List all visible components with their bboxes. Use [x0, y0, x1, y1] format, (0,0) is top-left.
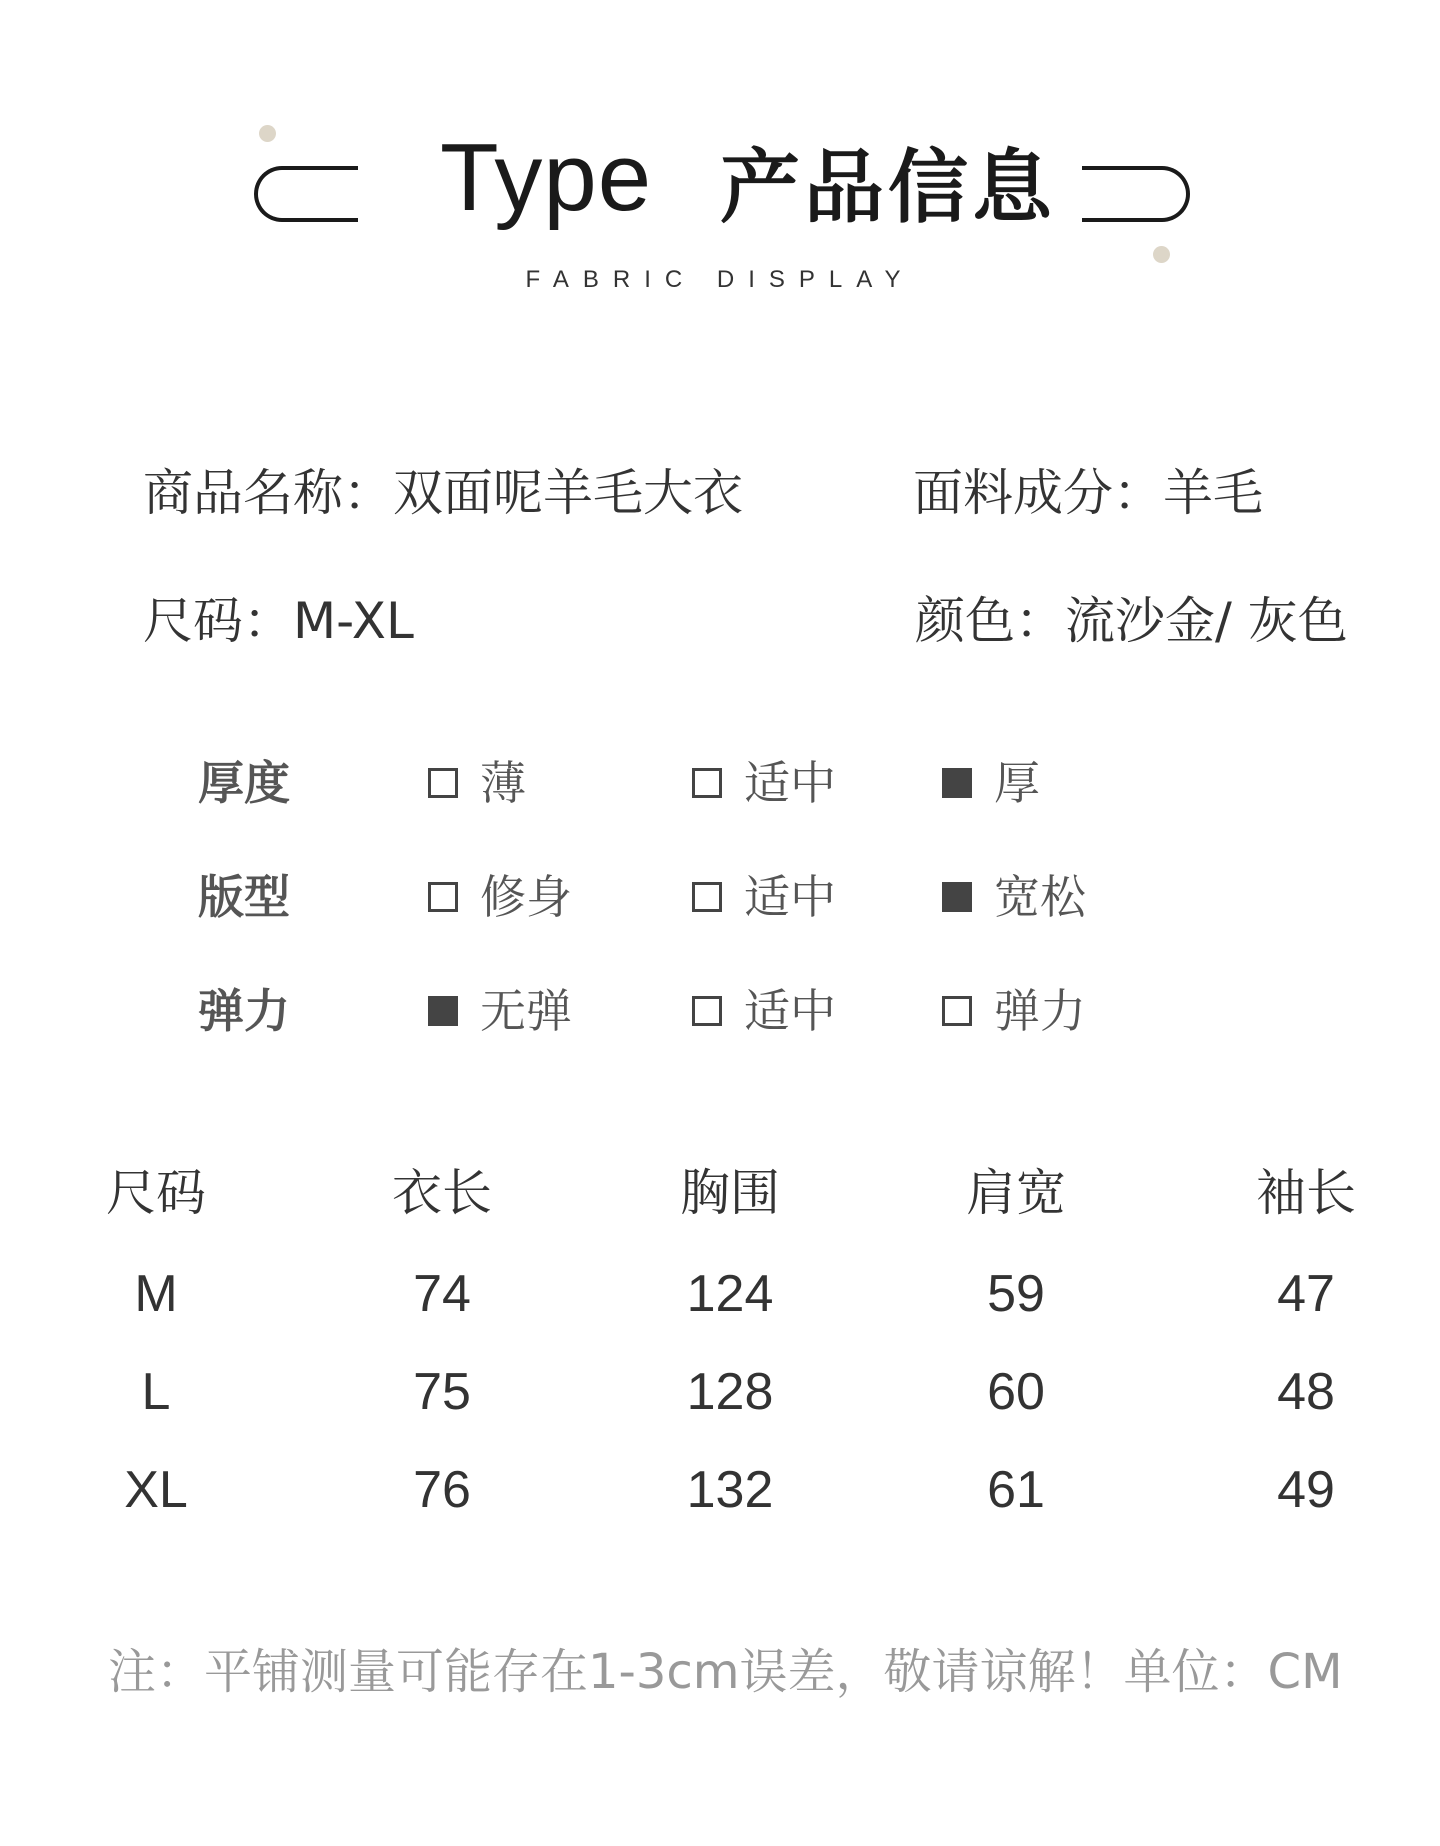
option-label: 适中	[744, 756, 836, 810]
option-label: 薄	[480, 756, 526, 810]
checkbox-checked-icon	[942, 768, 972, 798]
table-cell: XL	[124, 1461, 188, 1519]
option-label: 宽松	[994, 870, 1086, 924]
option-no-stretch	[428, 984, 572, 1038]
option-label: 适中	[744, 984, 836, 1038]
table-cell: 75	[413, 1363, 471, 1421]
option-label: 无弹	[480, 984, 572, 1038]
table-header: 尺码	[106, 1164, 206, 1222]
table-cell: 74	[413, 1265, 471, 1323]
info-material: 面料成分：羊毛	[913, 464, 1263, 522]
table-cell: 128	[686, 1363, 774, 1421]
table-header: 胸围	[680, 1164, 780, 1222]
header	[0, 0, 1440, 320]
checkbox-checked-icon	[428, 996, 458, 1026]
checkbox-unchecked-icon	[692, 768, 722, 798]
option-loose	[942, 870, 1086, 924]
table-cell: 132	[686, 1461, 774, 1519]
checkbox-unchecked-icon	[692, 882, 722, 912]
decor-bracket-left	[254, 166, 358, 222]
decor-bracket-right	[1082, 166, 1190, 222]
table-cell: 49	[1277, 1461, 1335, 1519]
table-header: 衣长	[392, 1164, 492, 1222]
info-color: 颜色：流沙金/ 灰色	[915, 592, 1348, 650]
option-thick	[942, 756, 1040, 810]
table-cell: 47	[1277, 1265, 1335, 1323]
table-cell: 124	[686, 1265, 774, 1323]
option-label: 弹力	[994, 984, 1086, 1038]
measurement-note: 注：平铺测量可能存在1-3cm误差，敬请谅解！单位：CM	[108, 1644, 1343, 1700]
table-cell: 59	[987, 1265, 1045, 1323]
table-header: 肩宽	[966, 1164, 1066, 1222]
option-regular	[692, 870, 836, 924]
table-cell: 76	[413, 1461, 471, 1519]
table-cell: 61	[987, 1461, 1045, 1519]
option-medium-stretch	[692, 984, 836, 1038]
attr-label-thickness: 厚度	[198, 756, 290, 810]
info-size: 尺码：M-XL	[143, 592, 414, 650]
attr-label-fit: 版型	[198, 870, 290, 924]
table-cell: M	[134, 1265, 178, 1323]
option-label: 厚	[994, 756, 1040, 810]
table-cell: 48	[1277, 1363, 1335, 1421]
table-cell: L	[141, 1363, 171, 1421]
decor-dot-right	[1153, 246, 1170, 263]
option-stretch	[942, 984, 1086, 1038]
checkbox-unchecked-icon	[942, 996, 972, 1026]
title-chinese: 产品信息	[720, 141, 1056, 234]
option-medium	[692, 756, 836, 810]
subtitle: FABRIC DISPLAY	[525, 266, 915, 293]
option-thin	[428, 756, 526, 810]
checkbox-checked-icon	[942, 882, 972, 912]
attr-label-elasticity: 弹力	[198, 984, 290, 1038]
option-label: 修身	[480, 870, 572, 924]
table-cell: 60	[987, 1363, 1045, 1421]
decor-dot-left	[259, 125, 276, 142]
option-slim	[428, 870, 572, 924]
checkbox-unchecked-icon	[428, 768, 458, 798]
checkbox-unchecked-icon	[428, 882, 458, 912]
option-label: 适中	[744, 870, 836, 924]
checkbox-unchecked-icon	[692, 996, 722, 1026]
table-header: 袖长	[1256, 1164, 1356, 1222]
title-english: Type	[440, 124, 653, 231]
info-product-name: 商品名称：双面呢羊毛大衣	[143, 464, 743, 522]
